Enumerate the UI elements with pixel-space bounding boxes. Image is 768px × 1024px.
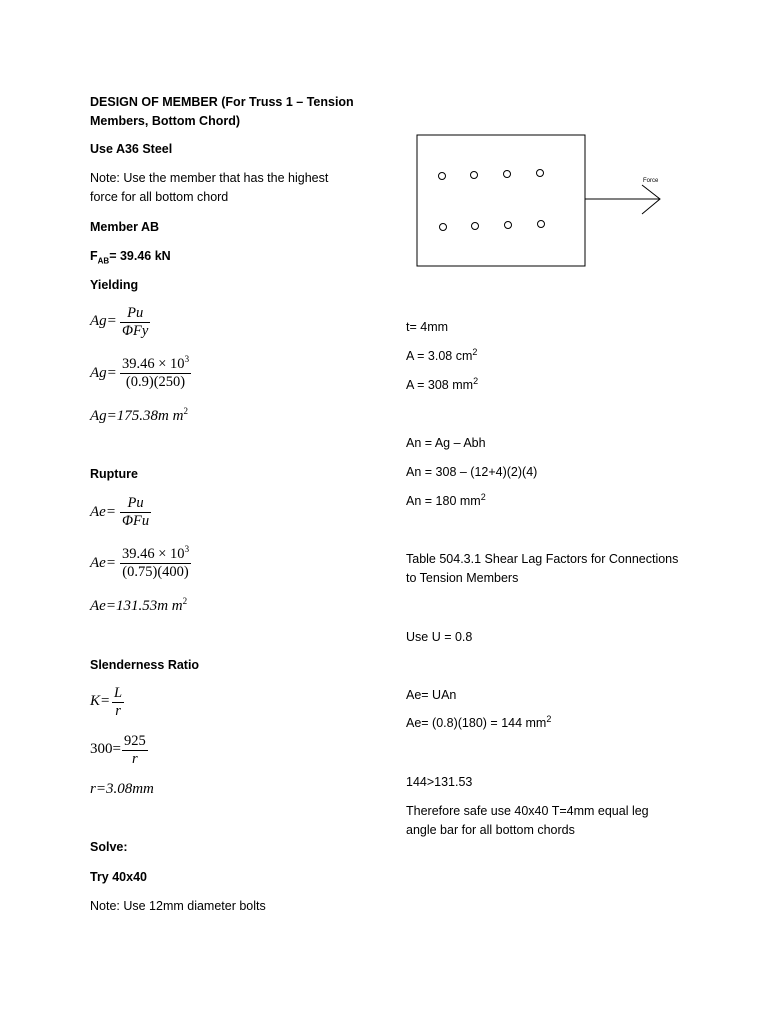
shear-lag-factor: Use U = 0.8 <box>406 630 473 644</box>
title-line-2: Members, Bottom Chord) <box>90 114 240 128</box>
bolt-hole <box>439 173 446 180</box>
force-subscript: AB <box>97 256 110 266</box>
numerator: Pu <box>127 305 144 321</box>
effective-area-formula: Ae= UAn <box>406 688 457 702</box>
title <box>90 93 354 131</box>
table-ref-line-1: Table 504.3.1 Shear Lag Factors for Connections <box>406 552 679 566</box>
slenderness-lhs: 300= <box>90 741 121 757</box>
bolt-hole <box>440 224 447 231</box>
conclusion-line-2: angle bar for all bottom chords <box>406 823 575 837</box>
thickness: t= 4mm <box>406 320 449 334</box>
member-heading: Member AB <box>90 220 159 234</box>
yielding-heading: Yielding <box>90 278 139 292</box>
ae-substitution-fraction <box>120 546 191 581</box>
bolted-plate-diagram <box>395 125 685 275</box>
ag-formula-lhs: Ag= <box>90 313 117 329</box>
bolt-hole <box>538 221 545 228</box>
net-area-formula: An = Ag – Abh <box>406 436 486 450</box>
note-line-2: force for all bottom chord <box>90 190 229 204</box>
ae-formula-lhs: Ae= <box>90 504 116 520</box>
denominator: r <box>122 750 148 768</box>
bolt-hole <box>505 222 512 229</box>
force-amount: = 39.46 kN <box>109 249 171 263</box>
net-area-result: An = 180 $mm^2$ <box>406 491 486 508</box>
numerator: 925 <box>124 733 146 749</box>
denominator: ΦFy <box>122 323 149 339</box>
solve-heading: Solve: <box>90 840 128 854</box>
denominator: (0.9)(250) <box>120 373 191 391</box>
ag-formula-fraction <box>120 305 150 340</box>
k-formula-fraction <box>112 685 124 720</box>
rupture-heading: Rupture <box>90 467 138 481</box>
ag-result: Ag=175.38m $m^2$ <box>90 406 188 424</box>
net-area-substitution: An = 308 – (12+4)(2)(4) <box>406 465 538 479</box>
title-line-1: DESIGN OF MEMBER (For Truss 1 – Tension <box>90 95 354 109</box>
denominator: (0.75)(400) <box>120 563 191 581</box>
bolt-hole <box>471 172 478 179</box>
area-cm: A = 3.08 $cm^2$ <box>406 346 478 363</box>
area-mm: A = 308 $mm^2$ <box>406 375 479 392</box>
slenderness-heading: Slenderness Ratio <box>90 658 200 672</box>
numerator: Pu <box>127 495 144 511</box>
slenderness-fraction <box>122 733 148 768</box>
k-formula-lhs: K= <box>90 693 111 709</box>
bolt-hole <box>537 170 544 177</box>
denominator: ΦFu <box>122 513 150 529</box>
numerator: $39.46 \times 10^3$ <box>122 544 190 562</box>
bolt-hole <box>472 223 479 230</box>
ae-substitution-lhs: Ae= <box>90 555 116 571</box>
comparison: 144>131.53 <box>406 775 473 789</box>
shear-lag-table-ref <box>406 550 678 588</box>
ae-result: Ae=131.53m $m^2$ <box>90 596 188 614</box>
ag-substitution-lhs: Ag= <box>90 365 117 381</box>
table-ref-line-2: to Tension Members <box>406 571 519 585</box>
force-value <box>90 247 171 266</box>
note-line-1: Note: Use the member that has the highest <box>90 171 329 185</box>
try-heading: Try 40x40 <box>90 870 147 884</box>
bolt-hole <box>504 171 511 178</box>
bolt-note: Note: Use 12mm diameter bolts <box>90 899 266 913</box>
ae-formula-fraction <box>120 495 151 530</box>
r-result: r=3.08mm <box>90 781 154 797</box>
force-label: Force <box>643 178 659 184</box>
effective-area-result: Ae= (0.8)(180) = 144 $mm^2$ <box>406 713 552 730</box>
use-steel-heading: Use A36 Steel <box>90 142 173 156</box>
plate-outline <box>417 135 585 266</box>
note-highest-force <box>90 169 328 207</box>
ag-substitution-fraction <box>120 356 191 391</box>
force-symbol: F <box>90 249 98 263</box>
denominator: r <box>112 702 124 720</box>
conclusion-line-1: Therefore safe use 40x40 T=4mm equal leg <box>406 804 649 818</box>
numerator: L <box>114 685 123 701</box>
numerator: $39.46 \times 10^3$ <box>122 354 190 372</box>
conclusion <box>406 802 649 840</box>
